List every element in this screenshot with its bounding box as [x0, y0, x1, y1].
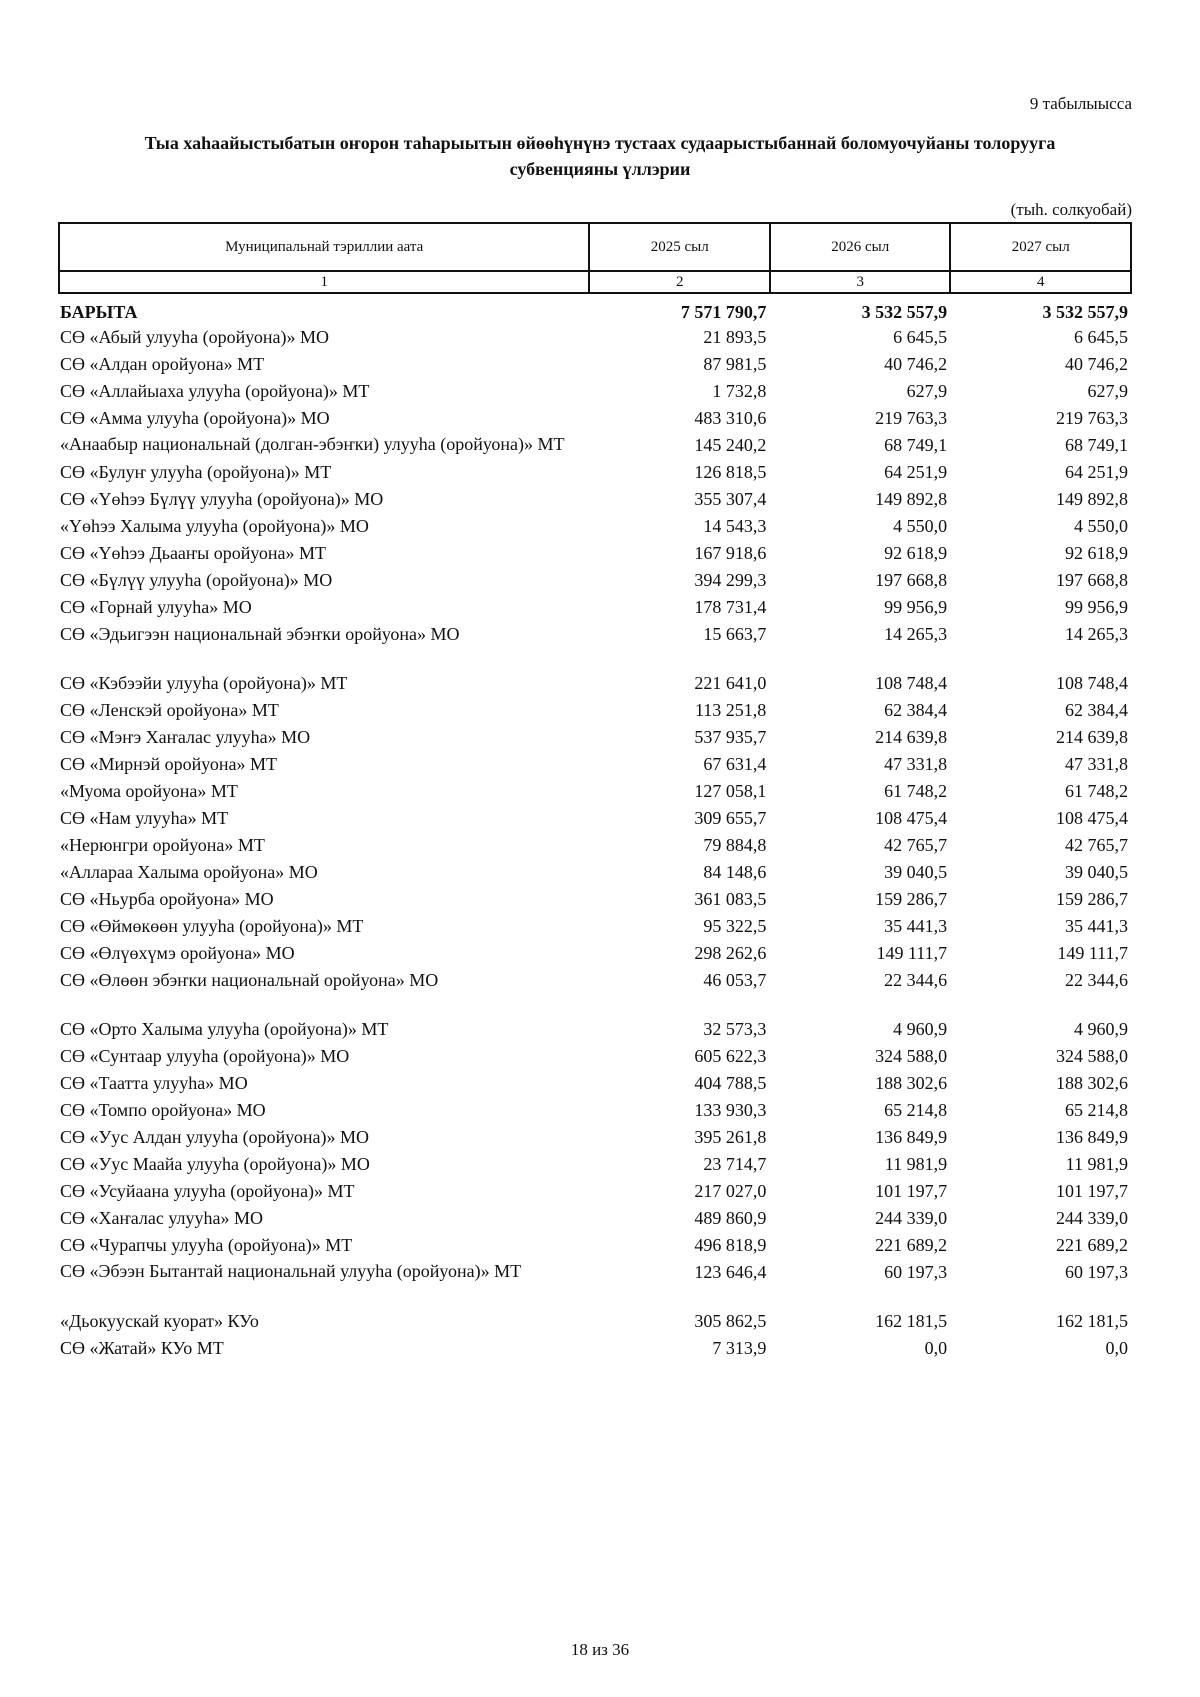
- row-value-2027: 244 339,0: [1056, 1208, 1128, 1228]
- row-value-2027: 162 181,5: [1056, 1311, 1128, 1331]
- row-name: «Нерюнгри оройуона» МТ: [60, 835, 265, 855]
- row-value-2026: 62 384,4: [884, 700, 948, 720]
- row-value-2026: 627,9: [906, 381, 948, 401]
- row-value-2025: 178 731,4: [694, 597, 767, 617]
- row-name: СӨ «Эбээн Бытантай национальнай улууһа (оройуона)» МТ: [60, 1261, 522, 1281]
- table-header: [58, 222, 1132, 294]
- spacer-row: [58, 994, 1132, 1016]
- table-row: [58, 378, 1132, 405]
- row-name: СӨ «Үөһээ Бүлүү улууһа (оройуона)» МО: [60, 489, 384, 509]
- row-name: СӨ «Мэҥэ Хаҥалас улууһа» МО: [60, 727, 311, 747]
- table-row: [58, 1259, 1132, 1286]
- row-value-2026: 214 639,8: [875, 727, 948, 747]
- row-value-2026: 6 645,5: [893, 327, 948, 347]
- table-row: [58, 1335, 1132, 1362]
- table-row: [58, 1151, 1132, 1178]
- row-value-2025: 14 543,3: [703, 516, 767, 536]
- row-value-2025: 217 027,0: [694, 1181, 767, 1201]
- row-value-2027: 219 763,3: [1056, 408, 1128, 428]
- row-name: СӨ «Усуйаана улууһа (оройуона)» МТ: [60, 1181, 355, 1201]
- total-label: БАРЫТА: [60, 302, 138, 322]
- table-number: 9 табылыысса: [1029, 94, 1132, 113]
- row-value-2027: 108 748,4: [1056, 673, 1128, 693]
- row-name: СӨ «Эдьигээн национальнай эбэҥки оройуона» МО: [60, 624, 460, 644]
- row-name: СӨ «Аллайыаха улууһа (оройуона)» МТ: [60, 381, 370, 401]
- row-name: СӨ «Горнай улууһа» МО: [60, 597, 252, 617]
- row-name: СӨ «Нам улууһа» МТ: [60, 808, 229, 828]
- row-value-2027: 22 344,6: [1065, 970, 1128, 990]
- table-row: [58, 832, 1132, 859]
- row-value-2025: 1 732,8: [712, 381, 767, 401]
- row-name: СӨ «Өймөкөөн улууһа (оройуона)» МТ: [60, 916, 364, 936]
- row-name: СӨ «Хаҥалас улууһа» МО: [60, 1208, 264, 1228]
- row-value-2026: 219 763,3: [875, 408, 948, 428]
- row-value-2027: 214 639,8: [1056, 727, 1128, 747]
- row-value-2026: 4 550,0: [893, 516, 948, 536]
- row-value-2025: 15 663,7: [703, 624, 767, 644]
- row-value-2025: 23 714,7: [703, 1154, 767, 1174]
- row-value-2026: 149 892,8: [875, 489, 948, 509]
- spacer-cell: [58, 648, 1132, 670]
- row-value-2025: 305 862,5: [694, 1311, 767, 1331]
- data-table: [58, 300, 1132, 1362]
- row-value-2027: 101 197,7: [1056, 1181, 1128, 1201]
- row-value-2027: 47 331,8: [1065, 754, 1128, 774]
- row-value-2027: 64 251,9: [1065, 462, 1128, 482]
- row-value-2025: 309 655,7: [694, 808, 767, 828]
- column-number-3: 3: [770, 271, 951, 293]
- row-value-2027: 39 040,5: [1065, 862, 1128, 882]
- spacer-cell: [58, 1286, 1132, 1308]
- row-value-2027: 68 749,1: [1065, 435, 1128, 455]
- row-value-2025: 113 251,8: [694, 700, 767, 720]
- row-value-2026: 324 588,0: [875, 1046, 948, 1066]
- table-row: [58, 1124, 1132, 1151]
- row-value-2026: 162 181,5: [875, 1311, 948, 1331]
- row-value-2026: 35 441,3: [884, 916, 948, 936]
- row-value-2026: 92 618,9: [884, 543, 948, 563]
- table-row: [58, 1308, 1132, 1335]
- row-name: «Үөһээ Халыма улууһа (оройуона)» МО: [60, 516, 369, 536]
- row-name: СӨ «Уус Маайа улууһа (оройуона)» МО: [60, 1154, 370, 1174]
- row-value-2027: 42 765,7: [1065, 835, 1128, 855]
- total-2026: 3 532 557,9: [861, 302, 948, 322]
- table-row: [58, 324, 1132, 351]
- table-row: [58, 513, 1132, 540]
- row-value-2026: 108 748,4: [875, 673, 948, 693]
- row-value-2025: 87 981,5: [703, 354, 767, 374]
- spacer-row: [58, 1286, 1132, 1308]
- row-value-2025: 21 893,5: [703, 327, 767, 347]
- table-row: [58, 859, 1132, 886]
- row-name: СӨ «Уус Алдан улууһа (оройуона)» МО: [60, 1127, 369, 1147]
- row-value-2025: 404 788,5: [694, 1073, 767, 1093]
- header-2026: 2026 сыл: [770, 223, 951, 271]
- row-name: СӨ «Абый улууһа (оройуона)» МО: [60, 327, 329, 347]
- row-value-2027: 14 265,3: [1065, 624, 1128, 644]
- row-name: СӨ «Булуҥ улууһа (оройуона)» МТ: [60, 462, 332, 482]
- row-value-2027: 11 981,9: [1065, 1154, 1128, 1174]
- row-value-2025: 298 262,6: [694, 943, 767, 963]
- row-value-2026: 244 339,0: [875, 1208, 948, 1228]
- row-value-2027: 6 645,5: [1074, 327, 1128, 347]
- row-value-2025: 133 930,3: [694, 1100, 767, 1120]
- table-row: [58, 940, 1132, 967]
- row-value-2026: 61 748,2: [884, 781, 948, 801]
- row-name: «Аллараа Халыма оройуона» МО: [60, 862, 318, 882]
- table-row: [58, 486, 1132, 513]
- row-value-2025: 95 322,5: [703, 916, 767, 936]
- row-name: СӨ «Чурапчы улууһа (оройуона)» МТ: [60, 1235, 353, 1255]
- table-row: [58, 1205, 1132, 1232]
- row-value-2025: 221 641,0: [694, 673, 767, 693]
- row-value-2026: 101 197,7: [875, 1181, 948, 1201]
- row-value-2026: 47 331,8: [884, 754, 948, 774]
- row-name: СӨ «Таатта улууһа» МО: [60, 1073, 248, 1093]
- row-value-2027: 108 475,4: [1056, 808, 1128, 828]
- table-row: [58, 1232, 1132, 1259]
- row-value-2027: 40 746,2: [1065, 354, 1128, 374]
- row-value-2027: 65 214,8: [1065, 1100, 1128, 1120]
- row-value-2027: 149 892,8: [1056, 489, 1128, 509]
- row-value-2026: 11 981,9: [884, 1154, 948, 1174]
- table-row: [58, 805, 1132, 832]
- row-value-2027: 149 111,7: [1057, 943, 1128, 963]
- row-value-2026: 221 689,2: [875, 1235, 948, 1255]
- row-value-2027: 4 960,9: [1074, 1019, 1128, 1039]
- row-value-2025: 67 631,4: [703, 754, 767, 774]
- row-value-2025: 395 261,8: [694, 1127, 767, 1147]
- table-row: [58, 1016, 1132, 1043]
- row-value-2026: 22 344,6: [884, 970, 948, 990]
- row-value-2025: 355 307,4: [694, 489, 767, 509]
- row-value-2026: 108 475,4: [875, 808, 948, 828]
- row-value-2027: 188 302,6: [1056, 1073, 1128, 1093]
- table-row: [58, 1070, 1132, 1097]
- row-value-2026: 149 111,7: [876, 943, 948, 963]
- row-value-2026: 60 197,3: [884, 1262, 948, 1282]
- total-2025: 7 571 790,7: [680, 302, 767, 322]
- row-value-2025: 46 053,7: [703, 970, 767, 990]
- document-title: Тыа хаһаайыстыбатын оҥорон таһарыытын өйөөһүнүнэ тустаах судаарыстыбаннай боломуочуйаны толоруугa субвенцияны үллэрии: [144, 133, 1056, 179]
- row-value-2026: 99 956,9: [884, 597, 948, 617]
- table-row: [58, 351, 1132, 378]
- row-value-2025: 7 313,9: [712, 1338, 767, 1358]
- row-value-2025: 167 918,6: [694, 543, 767, 563]
- page-number: 18 из 36: [570, 1640, 630, 1659]
- row-value-2027: 99 956,9: [1065, 597, 1128, 617]
- row-value-2027: 92 618,9: [1065, 543, 1128, 563]
- table-row: [58, 540, 1132, 567]
- row-name: СӨ «Мирнэй оройуона» МТ: [60, 754, 277, 774]
- row-name: СӨ «Жатай» КУо МТ: [60, 1338, 224, 1358]
- row-value-2025: 483 310,6: [694, 408, 767, 428]
- row-value-2026: 0,0: [924, 1338, 948, 1358]
- row-value-2027: 60 197,3: [1065, 1262, 1128, 1282]
- header-2025: 2025 сыл: [589, 223, 770, 271]
- row-name: СӨ «Өлөөн эбэҥки национальнай оройуона» МО: [60, 970, 439, 990]
- row-value-2025: 496 818,9: [694, 1235, 767, 1255]
- table-row: [58, 432, 1132, 459]
- row-name: СӨ «Амма улууһа (оройуона)» МО: [60, 408, 330, 428]
- row-value-2025: 84 148,6: [703, 862, 767, 882]
- header-name: Муниципальнай тэриллии аата: [59, 223, 589, 271]
- row-name: СӨ «Бүлүү улууһа (оройуона)» МО: [60, 570, 333, 590]
- row-name: СӨ «Орто Халыма улууһа (оройуона)» МТ: [60, 1019, 389, 1039]
- row-value-2027: 0,0: [1105, 1338, 1128, 1358]
- row-name: «Муома оройуона» МТ: [60, 781, 238, 801]
- row-name: «Дьокуускай куорат» КУо: [60, 1311, 259, 1331]
- spacer-cell: [58, 994, 1132, 1016]
- row-name: СӨ «Сунтаар улууһа (оройуона)» МО: [60, 1046, 350, 1066]
- row-value-2026: 65 214,8: [884, 1100, 948, 1120]
- row-value-2025: 127 058,1: [694, 781, 767, 801]
- row-value-2025: 361 083,5: [694, 889, 767, 909]
- row-value-2025: 32 573,3: [703, 1019, 767, 1039]
- table-row: [58, 670, 1132, 697]
- row-value-2025: 394 299,3: [694, 570, 767, 590]
- row-value-2025: 79 884,8: [703, 835, 767, 855]
- row-value-2026: 64 251,9: [884, 462, 948, 482]
- table-row: [58, 913, 1132, 940]
- row-name: СӨ «Алдан оройуона» МТ: [60, 354, 265, 374]
- table-row: [58, 1178, 1132, 1205]
- row-value-2026: 4 960,9: [893, 1019, 948, 1039]
- row-value-2026: 40 746,2: [884, 354, 948, 374]
- table-row: [58, 967, 1132, 994]
- table-row: [58, 567, 1132, 594]
- column-number-1: 1: [59, 271, 589, 293]
- row-value-2025: 605 622,3: [694, 1046, 767, 1066]
- table-row: [58, 594, 1132, 621]
- table-row: [58, 778, 1132, 805]
- row-value-2026: 188 302,6: [875, 1073, 948, 1093]
- row-value-2027: 197 668,8: [1056, 570, 1128, 590]
- row-value-2025: 537 935,7: [694, 727, 767, 747]
- row-value-2026: 14 265,3: [884, 624, 948, 644]
- row-value-2026: 68 749,1: [884, 435, 948, 455]
- table-row: [58, 1097, 1132, 1124]
- total-row: [58, 300, 1132, 324]
- row-name: СӨ «Ленскэй оройуона» МТ: [60, 700, 279, 720]
- table-row: [58, 697, 1132, 724]
- table-row: [58, 405, 1132, 432]
- row-name: СӨ «Томпо оройуона» МО: [60, 1100, 266, 1120]
- table-row: [58, 751, 1132, 778]
- row-name: СӨ «Кэбээйи улууһа (оройуона)» МТ: [60, 673, 348, 693]
- spacer-row: [58, 648, 1132, 670]
- row-name: «Анаабыр национальнай (долган-эбэҥки) улууһа (оройуона)» МТ: [60, 434, 565, 454]
- row-value-2027: 221 689,2: [1056, 1235, 1128, 1255]
- unit-label: (тыһ. солкуобай): [1010, 200, 1132, 219]
- row-value-2027: 61 748,2: [1065, 781, 1128, 801]
- row-value-2026: 39 040,5: [884, 862, 948, 882]
- row-value-2025: 145 240,2: [694, 435, 767, 455]
- table-row: [58, 886, 1132, 913]
- row-value-2026: 42 765,7: [884, 835, 948, 855]
- table-row: [58, 724, 1132, 751]
- row-value-2027: 4 550,0: [1074, 516, 1128, 536]
- total-2027: 3 532 557,9: [1042, 302, 1128, 322]
- row-value-2027: 35 441,3: [1065, 916, 1128, 936]
- header-2027: 2027 сыл: [950, 223, 1131, 271]
- row-value-2027: 62 384,4: [1065, 700, 1128, 720]
- table-row: [58, 621, 1132, 648]
- column-number-2: 2: [589, 271, 770, 293]
- column-number-4: 4: [950, 271, 1131, 293]
- row-value-2026: 136 849,9: [875, 1127, 948, 1147]
- row-value-2027: 136 849,9: [1056, 1127, 1128, 1147]
- row-value-2025: 489 860,9: [694, 1208, 767, 1228]
- row-name: СӨ «Ньурба оройуона» МО: [60, 889, 274, 909]
- row-name: СӨ «Өлүөхүмэ оройуона» МО: [60, 943, 295, 963]
- table-row: [58, 1043, 1132, 1070]
- row-value-2027: 324 588,0: [1056, 1046, 1128, 1066]
- row-value-2025: 123 646,4: [694, 1262, 767, 1282]
- row-value-2027: 159 286,7: [1056, 889, 1128, 909]
- row-name: СӨ «Үөһээ Дьааҥы оройуона» МТ: [60, 543, 327, 563]
- row-value-2026: 197 668,8: [875, 570, 948, 590]
- row-value-2025: 126 818,5: [694, 462, 767, 482]
- row-value-2026: 159 286,7: [875, 889, 948, 909]
- table-row: [58, 459, 1132, 486]
- row-value-2027: 627,9: [1087, 381, 1128, 401]
